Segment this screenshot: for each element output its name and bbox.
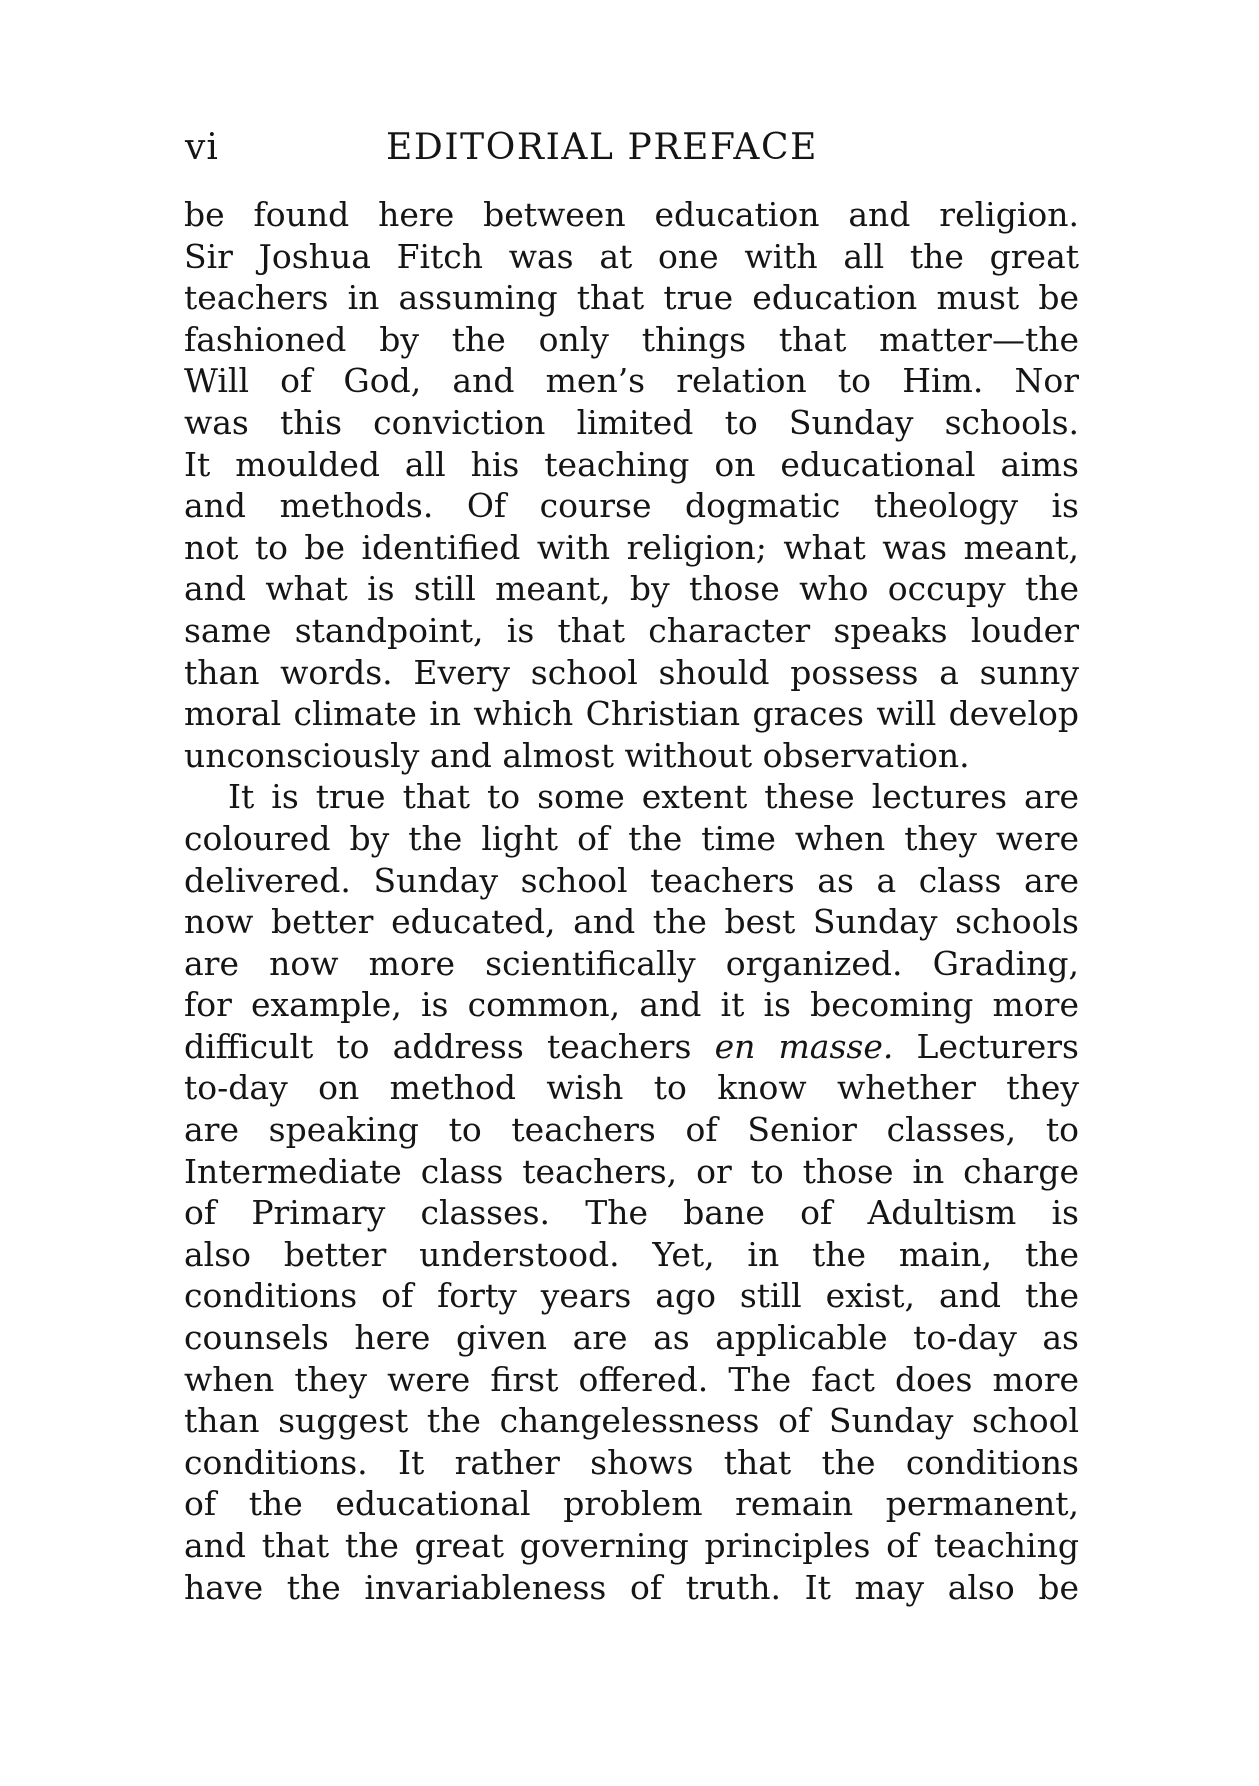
text-line: same standpoint, is that character speaks louder xyxy=(184,610,1079,650)
text-line: and that the great governing principles of teaching xyxy=(184,1526,1079,1565)
text-line: of Primary classes. The bane of Adultism is xyxy=(184,1193,1079,1233)
text-line xyxy=(184,1026,1079,1068)
text-line: have the invariableness of truth. It may also be xyxy=(184,1567,1079,1607)
text-line: conditions. It rather shows that the conditions xyxy=(184,1442,1079,1482)
text-line: fashioned by the only things that matter—the xyxy=(184,319,1079,359)
text-line: It is true that to some extent these lectures are xyxy=(228,777,1079,817)
text-line: Will of God, and men’s relation to Him. Nor xyxy=(184,361,1079,401)
text-line: also better understood. Yet, in the main, the xyxy=(184,1234,1079,1274)
text-line: coloured by the light of the time when they were xyxy=(184,818,1079,858)
text-line: be found here between education and religion. xyxy=(184,195,1079,234)
text-segment: Lecturers xyxy=(893,1026,1079,1066)
italic-phrase: en masse. xyxy=(714,1026,894,1066)
text-line: not to be identified with religion; what was meant, xyxy=(184,527,1079,567)
body-text xyxy=(184,194,1079,1608)
text-line: are speaking to teachers of Senior classes, to xyxy=(184,1110,1079,1150)
text-line: moral climate in which Christian graces will develop xyxy=(184,694,1079,734)
text-line: Intermediate class teachers, or to those in charge xyxy=(184,1151,1079,1191)
page-number: vi xyxy=(185,127,219,168)
text-line: teachers in assuming that true education must be xyxy=(184,278,1079,318)
text-line: to-day on method wish to know whether they xyxy=(184,1068,1079,1108)
text-line: than suggest the changelessness of Sunday school xyxy=(184,1401,1079,1441)
text-segment: difficult to address teachers xyxy=(184,1026,715,1066)
text-line: and what is still meant, by those who occupy the xyxy=(184,569,1079,609)
text-line: for example, is common, and it is becoming more xyxy=(184,985,1079,1025)
text-line: unconsciously and almost without observation. xyxy=(184,735,970,775)
page-header xyxy=(185,128,885,176)
text-line: counsels here given are as applicable to-day as xyxy=(184,1318,1079,1358)
text-line: of the educational problem remain permanent, xyxy=(184,1484,1079,1524)
running-head: EDITORIAL PREFACE xyxy=(386,127,819,168)
text-line: than words. Every school should possess a sunny xyxy=(184,652,1079,692)
text-line: was this conviction limited to Sunday schools. xyxy=(184,402,1079,442)
text-line: Sir Joshua Fitch was at one with all the great xyxy=(184,236,1079,276)
text-line: It moulded all his teaching on educational aims xyxy=(184,444,1079,484)
text-line: delivered. Sunday school teachers as a class are xyxy=(184,860,1079,900)
text-line: now better educated, and the best Sunday schools xyxy=(184,902,1079,942)
text-line: when they were first offered. The fact does more xyxy=(184,1359,1079,1399)
text-line: and methods. Of course dogmatic theology is xyxy=(184,486,1079,526)
text-line: are now more scientifically organized. Grading, xyxy=(184,943,1079,983)
text-line: conditions of forty years ago still exist, and the xyxy=(184,1276,1079,1316)
